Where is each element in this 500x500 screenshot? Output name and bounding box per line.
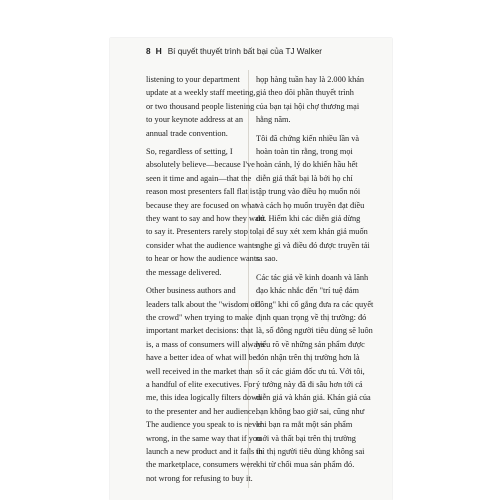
text-line: giả theo dõi phần thuyết trình xyxy=(256,88,354,98)
text-line: launch a new product and it fails in xyxy=(146,446,263,456)
text-line: số ít các giám đốc ưu tú. Với tôi, xyxy=(256,366,365,376)
text-line: me, this idea logically filters down xyxy=(146,393,262,403)
text-line: bạn không bao giờ sai, cũng như xyxy=(256,406,365,416)
text-line: tập trung vào điều họ muốn nói xyxy=(256,187,361,197)
text-line: đón nhận trên thị trường hơn là xyxy=(256,353,360,363)
text-line: the crowd" when trying to make xyxy=(146,312,253,322)
text-line: annual trade convention. xyxy=(146,128,228,138)
text-line: ra sao. xyxy=(256,254,278,264)
text-line: hằng năm. xyxy=(256,115,291,125)
text-line: họp hàng tuần hay là 2.000 khán xyxy=(256,75,365,84)
text-line: to say it. Presenters rarely stop to xyxy=(146,227,257,237)
paragraph xyxy=(256,73,365,127)
running-title: Bí quyết thuyết trình bất bại của TJ Walker xyxy=(167,46,322,56)
text-line: hiểu rõ về những sản phẩm được xyxy=(256,339,365,349)
text-line: Các tác giả về kinh doanh và lãnh xyxy=(256,272,369,282)
text-line: update at a weekly staff meeting, xyxy=(146,88,256,98)
text-line: đông" khi cố gắng đưa ra các quyết xyxy=(256,299,374,309)
text-line: nghe gì và điều đó được truyền tải xyxy=(256,240,370,250)
text-line: lại để suy xét xem khán giả muốn xyxy=(256,227,368,237)
text-line: ý tưởng này đã đi sâu hơn tới cả xyxy=(256,379,363,389)
text-line: a handful of elite executives. For xyxy=(146,379,256,389)
text-line: they want to say and how they want xyxy=(146,214,266,224)
text-line: định quan trọng về thị trường: đó xyxy=(256,312,367,322)
publisher-logo: H xyxy=(155,46,162,56)
text-line: or two thousand people listening xyxy=(146,101,255,111)
text-line: consider what the audience wants xyxy=(146,240,258,250)
text-line: mới và thất bại trên thị trường xyxy=(256,433,356,443)
text-line: thì thị người tiêu dùng không sai xyxy=(256,446,365,456)
text-line: to hear or how the audience wants xyxy=(146,254,260,264)
book-page xyxy=(110,38,392,500)
text-line: hoàn toàn tin rằng, trong mọi xyxy=(256,147,353,157)
text-line: diễn giả thất bại là bởi họ chỉ xyxy=(256,173,353,183)
text-line: the marketplace, consumers were xyxy=(146,460,257,470)
text-line: absolutely believe—because I've xyxy=(146,160,255,170)
text-line: là, số đông người tiêu dùng sẽ luôn xyxy=(256,326,373,336)
text-line: đạo khác nhắc đến "trí tuệ đám xyxy=(256,286,359,296)
page-number: 8 xyxy=(146,46,151,56)
text-line: The audience you speak to is never xyxy=(146,420,263,430)
paragraph xyxy=(146,284,265,485)
paragraph xyxy=(256,271,374,472)
text-line: của bạn tại hội chợ thương mại xyxy=(256,101,360,111)
text-line: reason most presenters fall flat is xyxy=(146,187,256,197)
text-line: đó. Hiếm khi các diễn giả dừng xyxy=(256,214,361,224)
page-header xyxy=(146,46,322,56)
paragraph xyxy=(146,145,266,279)
text-line: to your keynote address at an xyxy=(146,115,243,125)
text-line: khi bạn ra mắt một sản phẩm xyxy=(256,420,353,430)
paragraph xyxy=(256,132,370,266)
text-line: và cách họ muốn truyền đạt điều xyxy=(256,200,365,210)
text-line: not wrong for refusing to buy it. xyxy=(146,473,253,483)
text-line: wrong, in the same way that if you xyxy=(146,433,262,443)
text-line: the message delivered. xyxy=(146,267,222,277)
vietnamese-column xyxy=(256,73,374,477)
text-line: because they are focused on what xyxy=(146,200,258,210)
text-line: Other business authors and xyxy=(146,286,236,296)
text-line: important market decisions: that xyxy=(146,326,254,336)
text-line: is, a mass of consumers will always xyxy=(146,339,265,349)
text-line: listening to your department xyxy=(146,75,240,84)
text-line: seen it time and again—that the xyxy=(146,173,252,183)
text-line: leaders talk about the "wisdom of xyxy=(146,299,258,309)
text-line: khi từ chối mua sản phẩm đó. xyxy=(256,460,355,470)
english-column xyxy=(146,73,266,490)
text-line: hoàn cảnh, lý do khiến hầu hết xyxy=(256,160,358,170)
text-line: have a better idea of what will be xyxy=(146,353,257,363)
text-line: to the presenter and her audience. xyxy=(146,406,258,416)
text-line: well received in the market than xyxy=(146,366,253,376)
text-line: Tôi đã chứng kiến nhiều lần và xyxy=(256,133,360,143)
text-line: diễn giả và khán giả. Khán giả của xyxy=(256,393,371,403)
text-line: So, regardless of setting, I xyxy=(146,147,233,157)
paragraph xyxy=(146,73,256,140)
